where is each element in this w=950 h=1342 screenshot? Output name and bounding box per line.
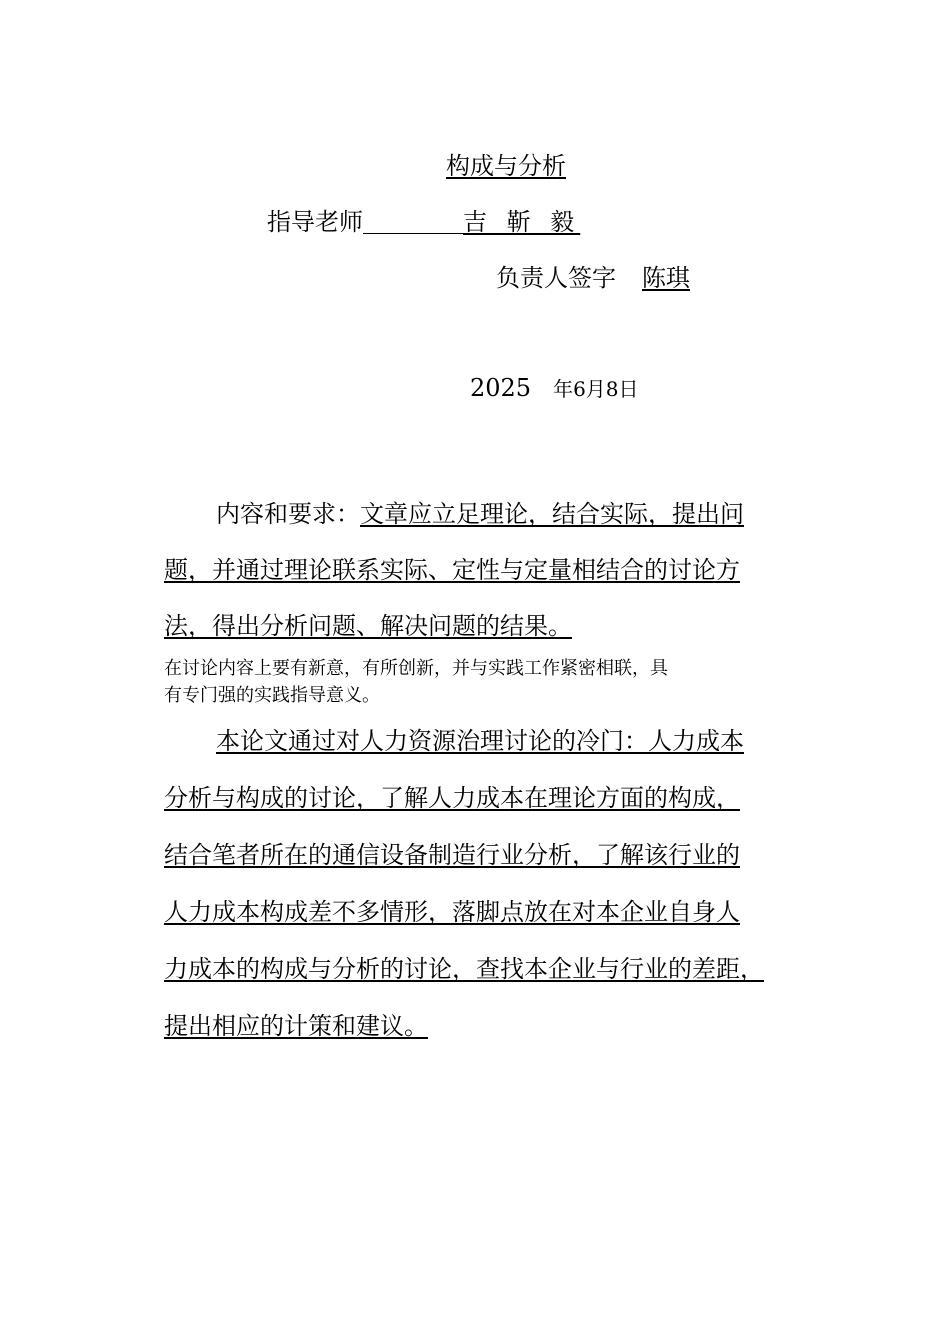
requirements-label: 内容和要求： xyxy=(216,500,360,528)
abstract-line-6: 提出相应的计策和建议。 xyxy=(164,1012,428,1040)
note-line-2: 有专门强的实践指导意义。 xyxy=(164,685,380,706)
requirements-text-3: 法，得出分析问题、解决问题的结果。 xyxy=(164,612,572,640)
advisor-label: 指导老师 xyxy=(267,208,363,236)
abstract-line-2: 分析与构成的讨论，了解人力成本在理论方面的构成， xyxy=(164,784,740,812)
requirements-text-2: 题，并通过理论联系实际、定性与定量相结合的讨论方 xyxy=(164,556,740,584)
requirements-line-1 xyxy=(216,494,744,529)
advisor-row xyxy=(267,202,580,237)
abstract-line-3: 结合笔者所在的通信设备制造行业分析，了解该行业的 xyxy=(164,841,740,869)
date-year: 2025 xyxy=(470,374,532,402)
abstract-line-5: 力成本的构成与分析的讨论，查找本企业与行业的差距， xyxy=(164,955,764,983)
date-row xyxy=(470,373,639,402)
abstract-line-4: 人力成本构成差不多情形，落脚点放在对本企业自身人 xyxy=(164,898,740,926)
advisor-blank-line xyxy=(363,207,463,234)
signature-name: 陈琪 xyxy=(642,264,690,292)
document-title: 构成与分析 xyxy=(446,152,566,180)
date-month-day: 年6月8日 xyxy=(553,377,639,401)
signature-row xyxy=(496,258,690,293)
note-line-1: 在讨论内容上要有新意，有所创新，并与实践工作紧密相联，具 xyxy=(164,658,668,679)
signature-label: 负责人签字 xyxy=(496,264,616,292)
requirements-text-1: 文章应立足理论，结合实际，提出问 xyxy=(360,500,744,528)
advisor-name: 吉 靳 毅 xyxy=(463,208,581,236)
abstract-line-1: 本论文通过对人力资源治理讨论的冷门：人力成本 xyxy=(216,727,744,755)
